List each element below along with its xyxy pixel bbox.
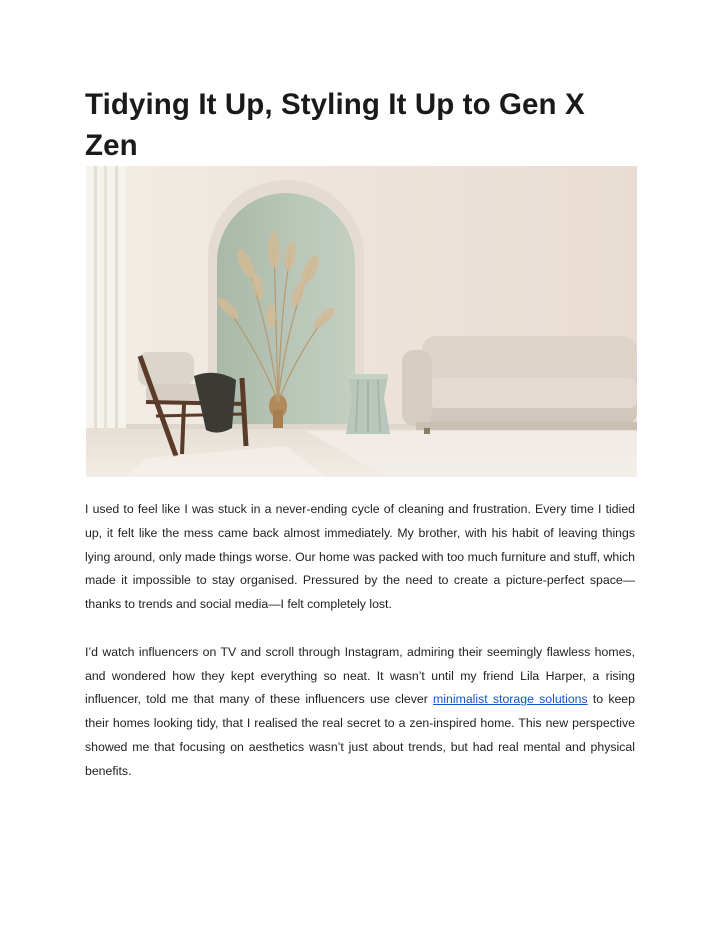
sofa	[402, 336, 637, 434]
living-room-photo-icon	[86, 166, 637, 477]
paragraph	[85, 641, 635, 784]
paragraph-text: to keep their homes looking tidy, that I realised the real secret to a zen-inspired home. This new perspective showed me that focusing on aesthetics wasn’t just about trends, but had real mental and physical benefits.	[85, 692, 635, 778]
article-title: Tidying It Up, Styling It Up to Gen X Zen	[85, 88, 585, 162]
side-stool	[346, 374, 390, 434]
paragraph: I used to feel like I was stuck in a never-ending cycle of cleaning and frustration. Every time I tidied up, it felt like the mess came back almost immediately. My brother, with his habit of leaving things lying around, only made things worse. Our home was packed with too much furniture and stuff, which made it impossible to stay organised. Pressured by the need to create a picture-perfect space—thanks to trends and social media—I felt completely lost.	[85, 502, 635, 612]
article-body	[85, 498, 635, 807]
hero-image	[86, 166, 637, 477]
paragraph-text: I’d watch influencers on TV and scroll through Instagram, admiring their seemingly flawless homes, and wondered how they kept everything so neat. It wasn’t until my friend Lila Harper, a rising influencer, told me that many of these influencers use clever	[85, 644, 635, 707]
minimalist-storage-link[interactable]: minimalist storage solutions	[433, 692, 588, 707]
